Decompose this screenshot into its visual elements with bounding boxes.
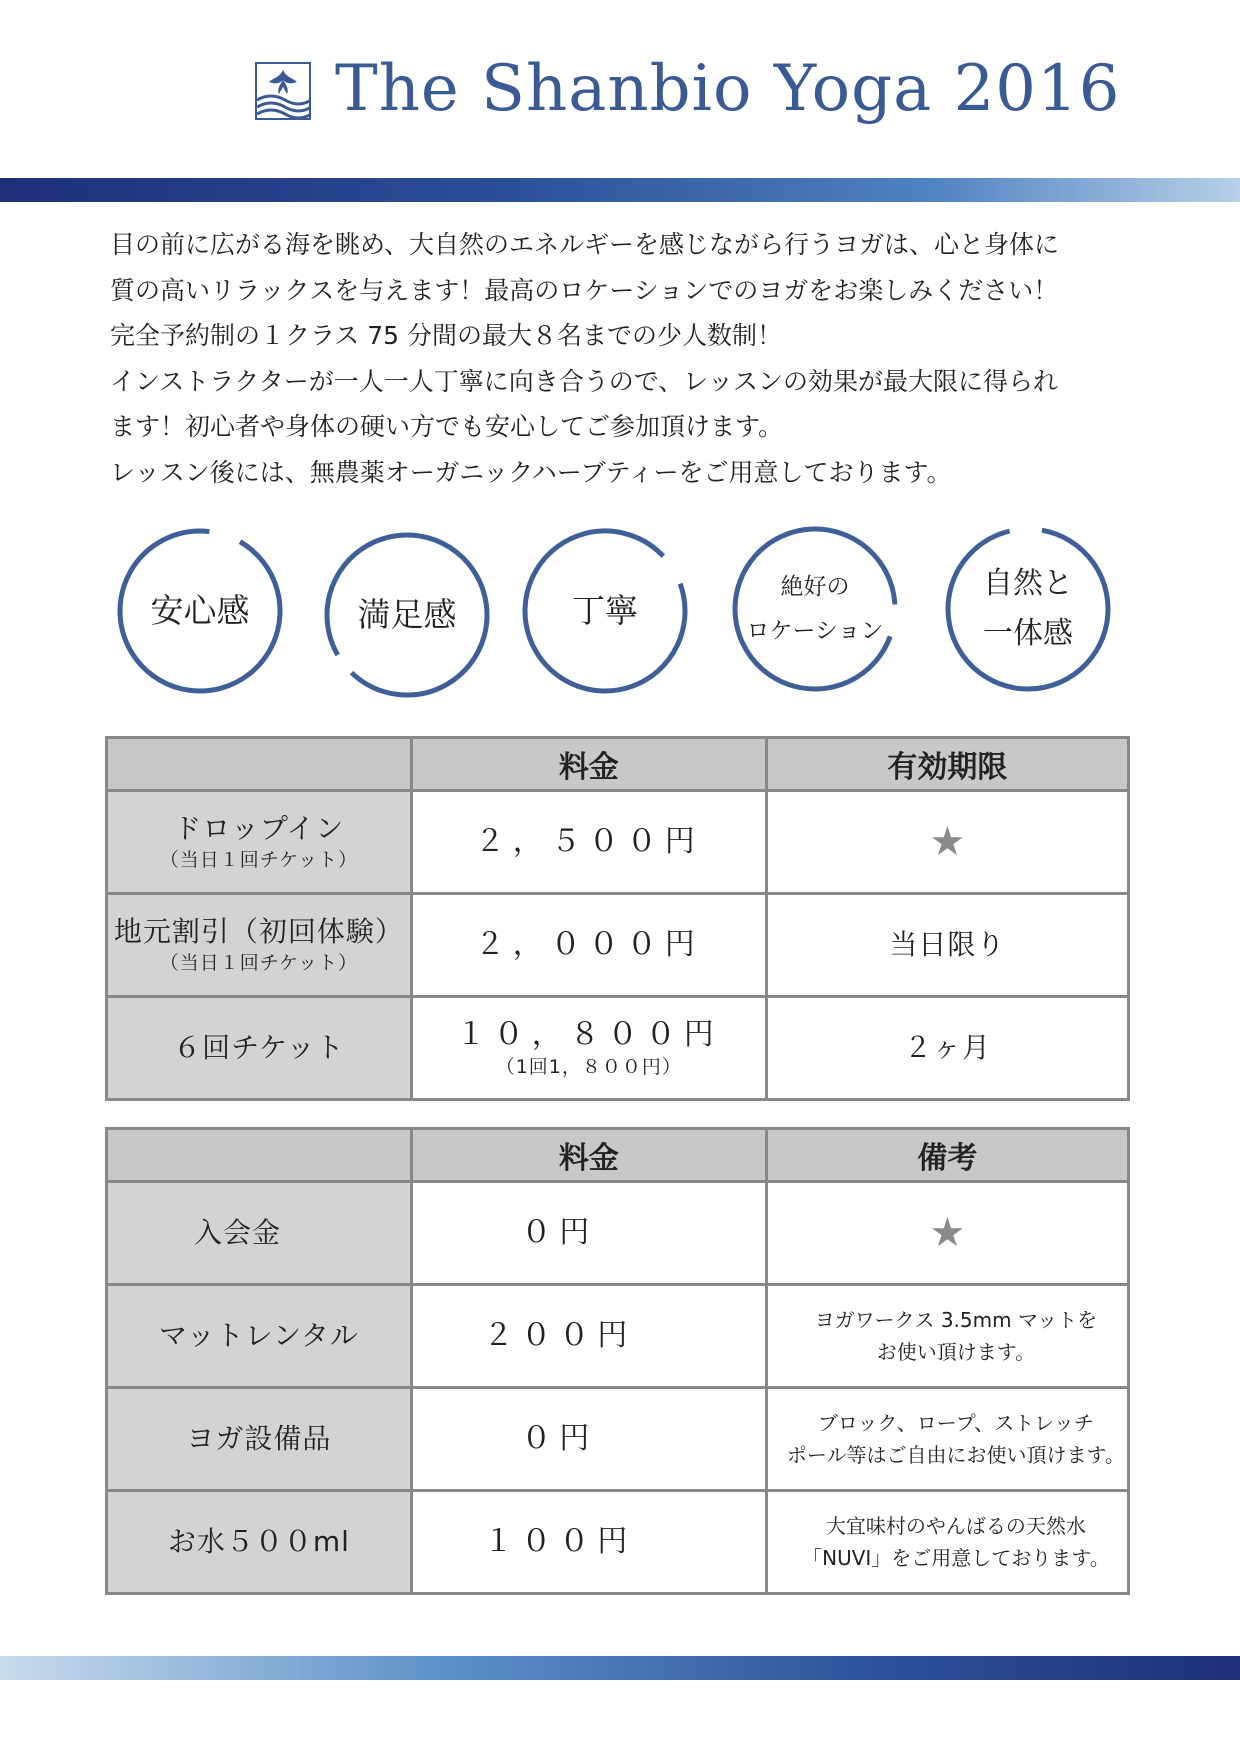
ticket-name: 地元割引（初回体験）: [113, 915, 404, 948]
table-row: [107, 997, 1129, 1100]
options-table: [105, 1127, 1130, 1595]
bottom-gradient-bar: [0, 1656, 1240, 1680]
feature-label: 一体感: [983, 616, 1073, 651]
feature-label: ロケーション: [746, 618, 884, 644]
ticket-price-sub: （1回1，８００円）: [495, 1056, 682, 1078]
feature-label: 自然と: [983, 566, 1073, 601]
feature-label: 絶好の: [780, 574, 850, 600]
option-name: マットレンタル: [158, 1319, 359, 1352]
page-title: The Shanbio Yoga 2016: [335, 52, 1121, 126]
option-note: お使い頂けます。: [876, 1340, 1036, 1364]
ticket-price: １０，８００円: [455, 1017, 722, 1052]
ticket-expiry: 当日限り: [889, 928, 1006, 961]
feature-label: 安心感: [150, 591, 250, 630]
feature-circle-ittaikan: [943, 524, 1113, 694]
option-name: ヨガ設備品: [186, 1422, 332, 1455]
feature-circles: [110, 520, 1140, 710]
intro-text: [110, 222, 1140, 495]
option-price: １００円: [483, 1524, 636, 1559]
option-price: ０円: [521, 1421, 598, 1456]
option-note: ヨガワークス 3.5mm マットを: [814, 1308, 1098, 1332]
ticket-expiry: ２ヶ月: [903, 1031, 991, 1064]
table-row: [107, 1285, 1129, 1388]
table-header: 料金: [411, 738, 766, 791]
ticket-name: ドロップイン: [173, 812, 345, 845]
intro-line: 質の高いリラックスを与えます！最高のロケーションでのヨガをお楽しみください！: [110, 275, 1059, 305]
table-header: [107, 1129, 412, 1182]
table-row: [107, 1388, 1129, 1491]
ticket-price: ２，５００円: [474, 824, 703, 859]
option-note: ブロック、ロープ、ストレッチ: [817, 1411, 1094, 1435]
table-header: 有効期限: [766, 738, 1128, 791]
table-row: [107, 1491, 1129, 1594]
wave-flower-logo-icon: [255, 62, 311, 120]
feature-circle-teinei: [520, 526, 690, 696]
ticket-price: ２，０００円: [474, 927, 703, 962]
option-note: 「NUVI」をご用意しております。: [802, 1546, 1110, 1570]
option-price: ０円: [521, 1215, 598, 1250]
option-name: 入会金: [194, 1216, 282, 1249]
table-row: [107, 791, 1129, 894]
table-row: [107, 894, 1129, 997]
ticket-sub: （当日１回チケット）: [159, 952, 359, 974]
table-header: 備考: [766, 1129, 1128, 1182]
intro-line: 完全予約制の１クラス 75 分間の最大８名までの少人数制！: [110, 321, 782, 350]
option-name: お水５００ml: [167, 1525, 350, 1558]
feature-label: 満足感: [357, 595, 457, 634]
ticket-name: ６回チケット: [173, 1031, 345, 1064]
option-price: ２００円: [483, 1318, 636, 1353]
intro-line: 目の前に広がる海を眺め、大自然のエネルギーを感じながら行うヨガは、心と身体に: [110, 230, 1060, 259]
ticket-sub: （当日１回チケット）: [159, 849, 359, 871]
top-gradient-bar: [0, 178, 1240, 202]
header: [0, 0, 1240, 175]
intro-line: インストラクターが一人一人丁寧に向き合うので、レッスンの効果が最大限に得られ: [110, 366, 1059, 396]
feature-circle-location: [730, 524, 900, 694]
pricing-table: [105, 736, 1130, 1101]
feature-circle-manzoku: [322, 530, 492, 700]
table-header: [107, 738, 412, 791]
feature-circle-anshin: [115, 526, 285, 696]
feature-label: 丁寧: [572, 591, 638, 630]
table-header: 料金: [411, 1129, 766, 1182]
star-icon: ★: [929, 819, 966, 865]
star-icon: ★: [929, 1210, 966, 1256]
intro-line: ます！初心者や身体の硬い方でも安心してご参加頂けます。: [110, 412, 784, 441]
intro-line: レッスン後には、無農薬オーガニックハーブティーをご用意しております。: [110, 457, 952, 487]
option-note: ポール等はご自由にお使い頂けます。: [786, 1443, 1125, 1467]
table-row: [107, 1182, 1129, 1285]
option-note: 大宜味村のやんばるの天然水: [825, 1514, 1086, 1538]
